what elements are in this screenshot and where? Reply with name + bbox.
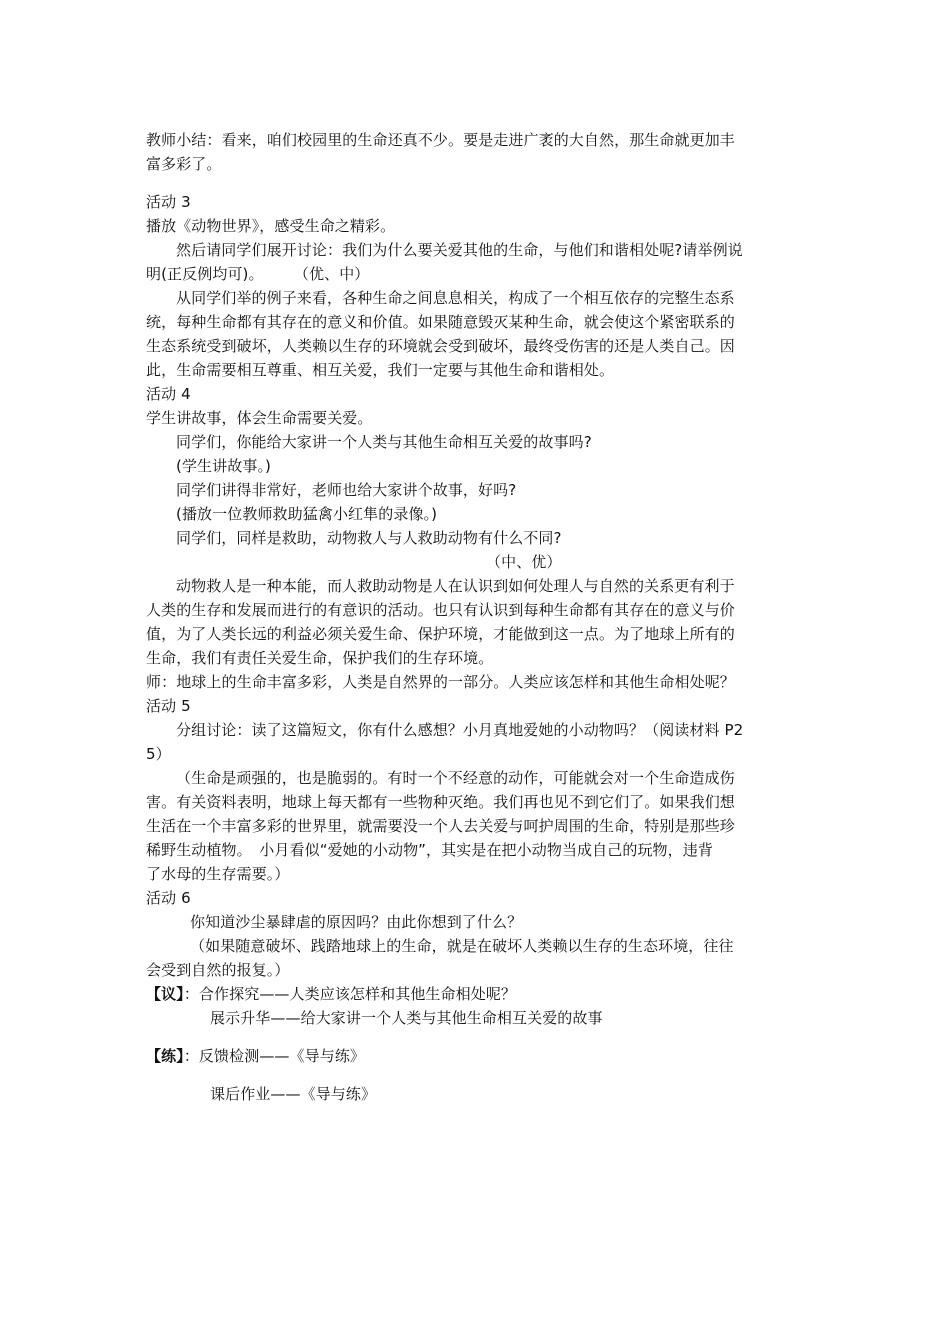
activity-3-question-line-1: 然后请同学们展开讨论：我们为什么要关爱其他的生命，与他们和谐相处呢?请举例说 xyxy=(176,241,743,259)
practice-item-1: ：反馈检测——《导与练》 xyxy=(183,1047,366,1065)
activity-4-answer-line-3: 值，为了人类长远的利益必须关爱生命、保护环境，才能做到这一点。为了地球上所有的 xyxy=(146,625,735,643)
discuss-label: 【议】 xyxy=(146,985,184,1003)
activity-3-answer-line-1: 从同学们举的例子来看，各种生命之间息息相关，构成了一个相互依存的完整生态系 xyxy=(176,289,735,307)
activity-5-answer-line-3: 生活在一个丰富多彩的世界里，就需要没一个人去关爱与呵护周围的生命，特别是那些珍 xyxy=(146,817,735,835)
activity-6-title: 活动 6 xyxy=(146,889,191,907)
activity-4-answer-line-2: 人类的生存和发展而进行的有意识的活动。也只有认识到每种生命都有其存在的意义与价 xyxy=(146,601,735,619)
activity-3-answer-line-2: 统，每种生命都有其存在的意义和价值。如果随意毁灭某种生命，就会使这个紧密联系的 xyxy=(146,313,735,331)
practice-item-2: 课后作业——《导与练》 xyxy=(210,1085,377,1103)
document-body xyxy=(146,128,808,1106)
discuss-item-1: ：合作探究——人类应该怎样和其他生命相处呢？ xyxy=(183,985,517,1003)
activity-3-answer-line-3: 生态系统受到破坏，人类赖以生存的环境就会受到破坏，最终受伤害的还是人类自己。因 xyxy=(146,337,735,355)
activity-6-question: 你知道沙尘暴肆虐的原因吗？由此你想到了什么？ xyxy=(190,913,523,931)
activity-4-line-4: (播放一位教师救助猛禽小红隼的录像。) xyxy=(176,505,438,523)
activity-4-title: 活动 4 xyxy=(146,385,191,403)
activity-5-answer-line-4: 稀野生动植物。 小月看似“爱她的小动物”，其实是在把小动物当成自己的玩物，违背 xyxy=(146,841,713,859)
activity-4-answer-line-4: 生命，我们有责任关爱生命，保护我们的生存环境。 xyxy=(146,649,494,667)
activity-3-question-line-2: 明(正反例均可)。 （优、中） xyxy=(146,265,370,283)
activity-6-answer-line-2: 会受到自然的报复。） xyxy=(146,961,290,979)
activity-5-title: 活动 5 xyxy=(146,697,191,715)
activity-4-line-2: (学生讲故事。) xyxy=(176,457,272,475)
activity-4-line-3: 同学们讲得非常好，老师也给大家讲个故事，好吗? xyxy=(176,481,517,499)
activity-4-line-1: 同学们，你能给大家讲一个人类与其他生命相互关爱的故事吗? xyxy=(176,433,592,451)
activity-5-question-line-2: 5） xyxy=(146,745,171,763)
activity-3-title: 活动 3 xyxy=(146,193,191,211)
teacher-question: 师：地球上的生命丰富多彩，人类是自然界的一部分。人类应该怎样和其他生命相处呢？ xyxy=(146,673,735,691)
activity-4-intro: 学生讲故事，体会生命需要关爱。 xyxy=(146,409,373,427)
activity-4-line-5: 同学们，同样是救助，动物救人与人救助动物有什么不同? xyxy=(176,529,562,547)
practice-section-line-1 xyxy=(146,1044,808,1068)
teacher-summary-line-1: 教师小结：看来，咱们校园里的生命还真不少。要是走进广袤的大自然，那生命就更加丰 xyxy=(146,131,735,149)
activity-5-answer-line-5: 了水母的生存需要。） xyxy=(146,865,290,883)
activity-6-answer-line-1: （如果随意破坏、践踏地球上的生命，就是在破坏人类赖以生存的生态环境，往往 xyxy=(190,937,734,955)
activity-3-answer-line-4: 此，生命需要相互尊重、相互关爱，我们一定要与其他生命和谐相处。 xyxy=(146,361,615,379)
practice-label: 【练】 xyxy=(146,1047,184,1065)
activity-4-level: （中、优） xyxy=(486,553,562,571)
activity-3-intro: 播放《动物世界》，感受生命之精彩。 xyxy=(146,217,396,235)
activity-5-answer-line-1: （生命是顽强的，也是脆弱的。有时一个不经意的动作，可能就会对一个生命造成伤 xyxy=(176,769,735,787)
teacher-summary-line-2: 富多彩了。 xyxy=(146,155,222,173)
activity-5-answer-line-2: 害。有关资料表明，地球上每天都有一些物种灭绝。我们再也见不到它们了。如果我们想 xyxy=(146,793,735,811)
discuss-item-2: 展示升华——给大家讲一个人类与其他生命相互关爱的故事 xyxy=(210,1009,603,1027)
activity-5-question-line-1: 分组讨论：读了这篇短文，你有什么感想？小月真地爱她的小动物吗？（阅读材料 P2 xyxy=(176,721,744,739)
activity-4-answer-line-1: 动物救人是一种本能，而人救助动物是人在认识到如何处理人与自然的关系更有利于 xyxy=(176,577,735,595)
discuss-section-line-1 xyxy=(146,982,808,1006)
